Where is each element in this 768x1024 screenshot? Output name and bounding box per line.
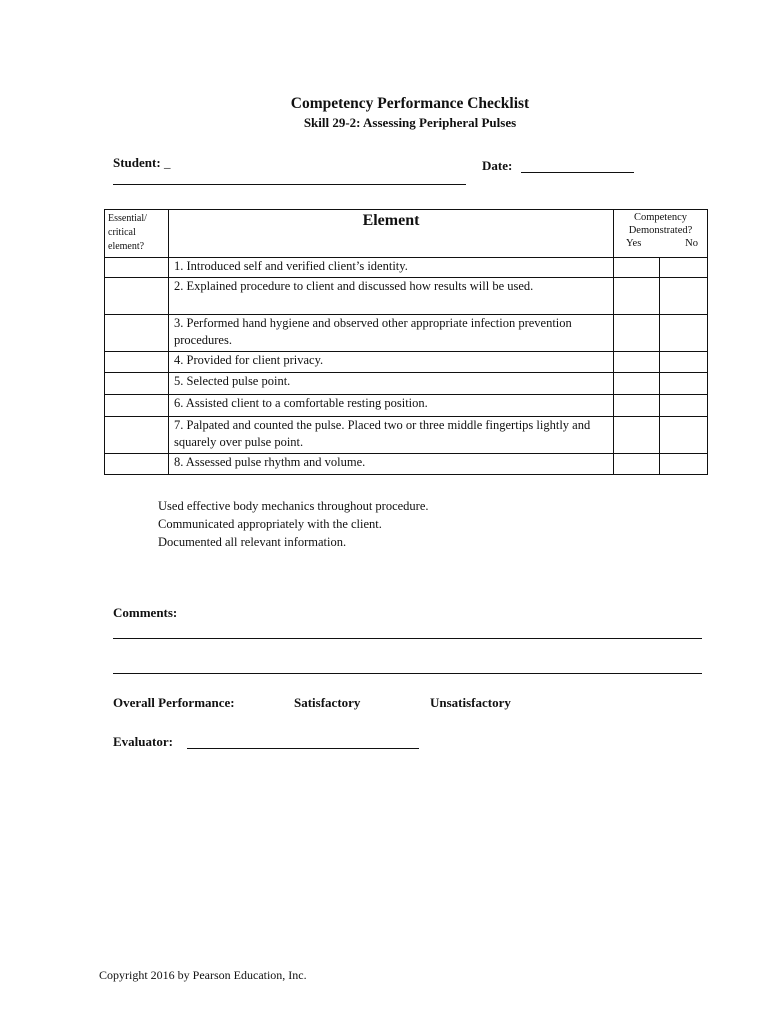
element-header: Element [169, 210, 614, 258]
table-header-row [105, 210, 708, 258]
comments-line-1[interactable] [113, 638, 702, 639]
table-row [105, 352, 708, 373]
competency-header-line: Competency [633, 212, 688, 223]
yes-cell[interactable] [614, 352, 660, 373]
general-item: Communicated appropriately with the client. [158, 517, 382, 531]
no-cell[interactable] [660, 417, 708, 454]
student-label-text: Student: [113, 155, 161, 170]
student-value: _ [163, 155, 171, 170]
yes-cell[interactable] [614, 315, 660, 352]
table-row [105, 417, 708, 454]
table-row [105, 278, 708, 315]
essential-cell[interactable] [105, 278, 169, 315]
no-cell[interactable] [660, 395, 708, 417]
general-criteria [158, 497, 429, 551]
date-line[interactable] [521, 172, 634, 173]
element-cell: 6. Assisted client to a comfortable resting position. [169, 395, 614, 417]
unsatisfactory-option[interactable]: Unsatisfactory [430, 695, 511, 710]
yes-cell[interactable] [614, 395, 660, 417]
essential-header-line: Essential/ [108, 213, 147, 224]
essential-cell[interactable] [105, 395, 169, 417]
table-row [105, 454, 708, 475]
table-row [105, 258, 708, 278]
table-row [105, 373, 708, 395]
yes-cell[interactable] [614, 417, 660, 454]
comments-label: Comments: [113, 605, 178, 620]
no-cell[interactable] [660, 373, 708, 395]
essential-cell[interactable] [105, 454, 169, 475]
general-item: Used effective body mechanics throughout procedure. [158, 499, 429, 513]
satisfactory-option[interactable]: Satisfactory [294, 695, 361, 710]
essential-cell[interactable] [105, 315, 169, 352]
page-title: Competency Performance Checklist [290, 95, 530, 112]
element-cell: 5. Selected pulse point. [169, 373, 614, 395]
no-cell[interactable] [660, 352, 708, 373]
element-cell: 1. Introduced self and verified client’s identity. [169, 258, 614, 278]
element-cell: 4. Provided for client privacy. [169, 352, 614, 373]
overall-performance-label: Overall Performance: [113, 695, 235, 710]
essential-cell[interactable] [105, 258, 169, 278]
competency-header [614, 210, 708, 258]
element-cell: 7. Palpated and counted the pulse. Placed two or three middle fingertips lightly and squarely over pulse point. [169, 417, 614, 454]
element-cell: 8. Assessed pulse rhythm and volume. [169, 454, 614, 475]
yes-cell[interactable] [614, 373, 660, 395]
competency-header-line: Demonstrated? [628, 225, 693, 236]
general-item: Documented all relevant information. [158, 535, 347, 549]
essential-header-line: critical [108, 227, 136, 238]
comments-line-2[interactable] [113, 673, 702, 674]
yes-cell[interactable] [614, 454, 660, 475]
no-cell[interactable] [660, 278, 708, 315]
essential-header [105, 210, 169, 258]
evaluator-line[interactable] [187, 748, 419, 749]
essential-cell[interactable] [105, 352, 169, 373]
student-label [113, 155, 170, 171]
essential-cell[interactable] [105, 373, 169, 395]
essential-cell[interactable] [105, 417, 169, 454]
no-label: No [685, 238, 698, 249]
student-line[interactable] [113, 184, 466, 185]
yes-cell[interactable] [614, 278, 660, 315]
yes-cell[interactable] [614, 258, 660, 278]
copyright-footer: Copyright 2016 by Pearson Education, Inc. [99, 968, 307, 982]
yes-label: Yes [626, 238, 642, 249]
table-row [105, 315, 708, 352]
checklist-table [104, 209, 708, 475]
element-cell: 3. Performed hand hygiene and observed other appropriate infection prevention procedures. [169, 315, 614, 352]
no-cell[interactable] [660, 454, 708, 475]
no-cell[interactable] [660, 315, 708, 352]
no-cell[interactable] [660, 258, 708, 278]
date-label: Date: [482, 158, 513, 173]
page-subtitle: Skill 29-2: Assessing Peripheral Pulses [303, 115, 517, 130]
element-cell: 2. Explained procedure to client and discussed how results will be used. [169, 278, 614, 315]
evaluator-label: Evaluator: [113, 734, 173, 749]
essential-header-line: element? [108, 241, 145, 252]
table-row [105, 395, 708, 417]
yes-no-labels [614, 237, 707, 250]
